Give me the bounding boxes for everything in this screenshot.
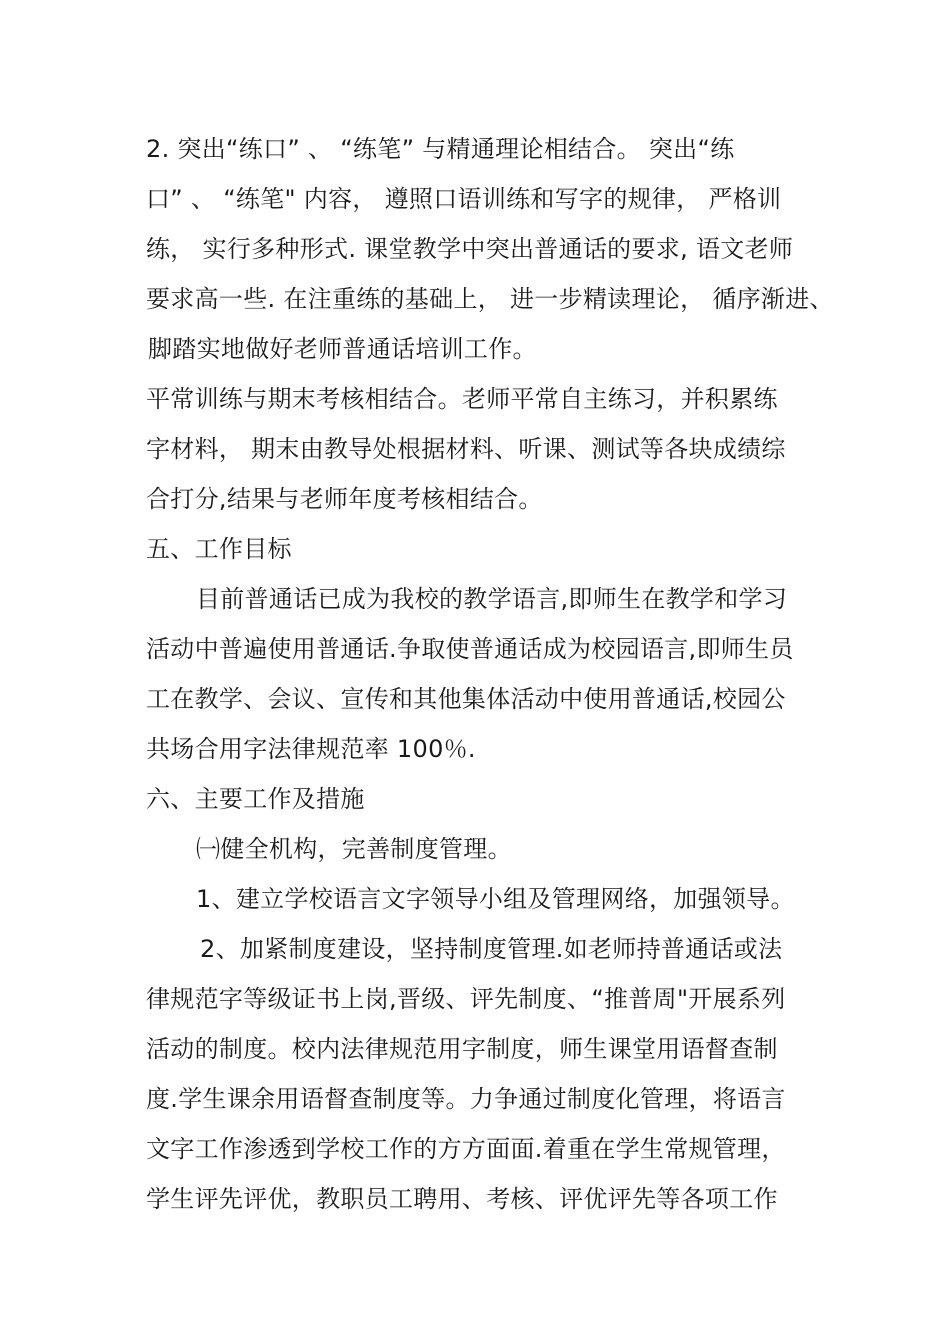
paragraph-line: 字材料， 期末由教导处根据材料、听课、测试等各块成绩综 bbox=[146, 435, 786, 463]
list-item: 1、建立学校语言文字领导小组及管理网络，加强领导。 bbox=[196, 885, 795, 913]
paragraph-line: 度.学生课余用语督查制度等。力争通过制度化管理，将语言 bbox=[146, 1085, 786, 1113]
paragraph-line: 目前普通话已成为我校的教学语言,即师生在教学和学习 bbox=[196, 585, 788, 613]
paragraph-line: 练， 实行多种形式. 课堂教学中突出普通话的要求, 语文老师 bbox=[146, 235, 794, 263]
paragraph-line: 活动的制度。校内法律规范用字制度，师生课堂用语督查制 bbox=[146, 1035, 778, 1063]
subsection-heading: ㈠健全机构，完善制度管理。 bbox=[196, 835, 512, 863]
paragraph-line: 平常训练与期末考核相结合。老师平常自主练习，并积累练 bbox=[146, 385, 778, 413]
paragraph-line: 2. 突出“练口” 、 “练笔” 与精通理论相结合。 突出“练 bbox=[146, 135, 735, 163]
section-heading: 六、主要工作及措施 bbox=[146, 785, 365, 813]
paragraph-line: 活动中普遍使用普通话.争取使普通话成为校园语言,即师生员 bbox=[146, 635, 794, 663]
section-heading: 五、工作目标 bbox=[146, 535, 292, 563]
paragraph-line: 口” 、 “练笔" 内容， 遵照口语训练和写字的规律， 严格训 bbox=[146, 185, 782, 213]
paragraph-line: 学生评先评优，教职员工聘用、考核、评优评先等各项工作 bbox=[146, 1185, 778, 1213]
paragraph-line: 共场合用字法律规范率 100％. bbox=[146, 735, 476, 763]
paragraph-line: 脚踏实地做好老师普通话培训工作。 bbox=[148, 335, 537, 363]
paragraph-line: 文字工作渗透到学校工作的方方面面.着重在学生常规管理， bbox=[146, 1135, 786, 1163]
paragraph-line: 律规范字等级证书上岗,晋级、评先制度、“推普周"开展系列 bbox=[146, 985, 786, 1013]
paragraph-line: 要求高一些. 在注重练的基础上， 进一步精读理论， 循序渐进、 bbox=[146, 285, 834, 313]
list-item: 2、加紧制度建设，坚持制度管理.如老师持普通话或法 bbox=[200, 935, 783, 963]
paragraph-line: 工在教学、会议、宣传和其他集体活动中使用普通话,校园公 bbox=[146, 685, 786, 713]
paragraph-line: 合打分,结果与老师年度考核相结合。 bbox=[146, 485, 543, 513]
